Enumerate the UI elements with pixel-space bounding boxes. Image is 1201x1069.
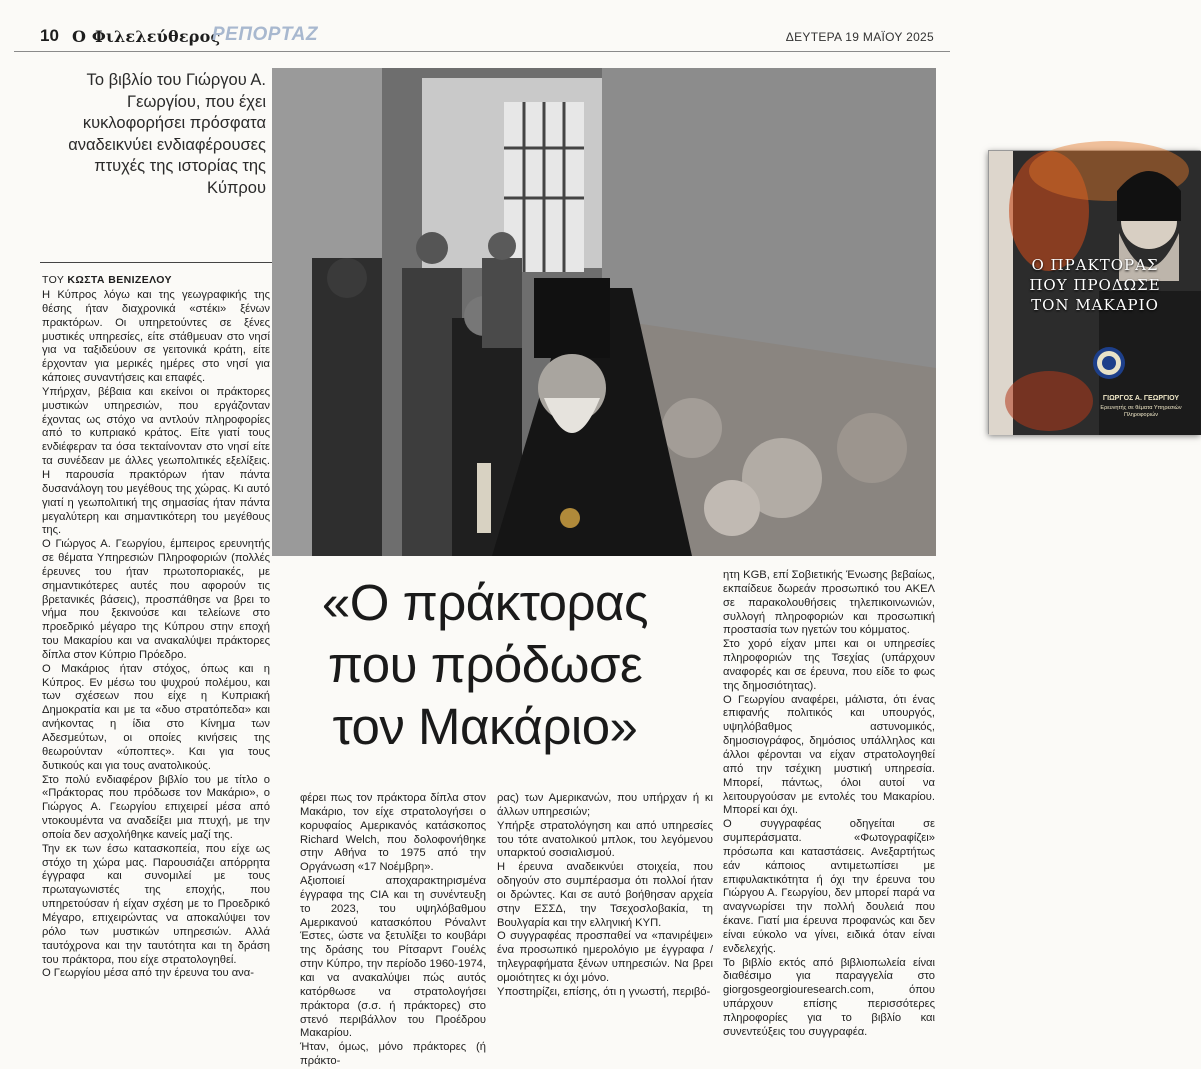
newspaper-name: Ο Φιλελεύθερος	[72, 27, 221, 46]
main-photo	[272, 68, 1182, 556]
article-paragraph: Την εκ των έσω κατασκοπεία, που είχε ως στόχο τη χώρα μας. Παρουσιάζει απόρρητα έγγραφα και συνομιλεί με τους πρωταγωνιστές της εποχής, που υπηρετούσαν ή είχαν σχέση με το Προεδρικό Μέγαρο, επιχειρώντας να αποκαλύψει τον ρόλο των μυστικών υπηρεσιών. Αλλά ταυτόχρονα και την ταυτότητα και τη δράση του πράκτορα, που είχε στρατολογηθεί.	[42, 842, 270, 966]
book-title-line: Ο ΠΡΑΚΤΟΡΑΣ	[1031, 256, 1159, 274]
article-paragraph: Υπήρχαν, βέβαια και εκείνοι οι πράκτορες μυστικών υπηρεσιών, που εργάζονταν έχοντας ως στόχο να αντλούν πληροφορίες από το κυπριακό κράτος. Είτε γιατί τους ενδιέφεραν τα όσα τεκταίνονταν στο νησί είτε τα συνέδεαν με άλλες γεωπολιτικές εξελίξεις. Η παρουσία πρακτόρων ήταν πάντα δυσανάλογη του μεγέθους της χώρας. Κι αυτό γιατί η γεωπολιτική της σημασίας ήταν πάντα μεγαλύτερη και σημαντικότερη του μεγέθους της.	[42, 385, 270, 537]
article-paragraph: Ο Γιώργος Α. Γεωργίου, έμπειρος ερευνητής σε θέματα Υπηρεσιών Πληροφοριών (πολλές έρευνες του ήταν πρωτοποριακές, με σημαντικότερες αυτές που αφορούν τις βρετανικές βάσεις), προσπάθησε να βρει το νήμα που ξεκινούσε και τελείωνε στο προεδρικό μέγαρο της Κύπρου στην εποχή του Μακαρίου και να ανακαλύψει πράκτορες δίπλα στον Κύπριο Πρόεδρο.	[42, 538, 270, 661]
article-column-2	[300, 792, 486, 1069]
page-number: 10	[40, 26, 59, 45]
book-author: ΓΙΩΡΓΟΣ Α. ΓΕΩΡΓΙΟΥ	[1102, 395, 1180, 402]
byline-author: ΚΩΣΤΑ ΒΕΝΙΖΕΛΟΥ	[67, 274, 172, 286]
book-title	[997, 255, 1193, 315]
article-paragraph: ρας) των Αμερικανών, που υπήρχαν ή κι άλλων υπηρεσιών;	[497, 792, 713, 818]
article-paragraph: Ήταν, όμως, μόνο πράκτορες (ή πράκτο-	[300, 1041, 486, 1068]
article-paragraph: Ο συγγραφέας προσπαθεί να «πανιρέψει» ένα προσωπικό ημερολόγιο με έγγραφα / τηλεγραφήματα ξένων υπηρεσιών. Να βρει ομοιότητες κι όχι μόνο.	[497, 930, 713, 984]
article-lede: Το βιβλίο του Γιώργου Α. Γεωργίου, που έχει κυκλοφορήσει πρόσφατα αναδεικνύει ενδιαφέρουσες πτυχές της ιστορίας της Κύπρου	[68, 71, 266, 197]
book-title-line: ΠΟΥ ΠΡΟΔΩΣΕ	[1029, 276, 1161, 294]
article-paragraph: Ο Γεωργίου αναφέρει, μάλιστα, ότι ένας επιφανής πολιτικός και υπουργός, υψηλόβαθμος αστυνομικός, δημοσιογράφος, δημόσιος υπάλληλος και άλλοι φέρονται να είχαν στρατολογηθεί από την τσέχικη μυστική υπηρεσία. Μπορεί, πάντως, όλοι αυτοί να λειτουργούσαν με εντολές του Μακαρίου. Μπορεί και όχι.	[723, 693, 935, 817]
issue-date: ΔΕΥΤΕΡΑ 19 ΜΑΪΟΥ 2025	[785, 30, 934, 44]
article-paragraph: φέρει πως τον πράκτορα δίπλα στον Μακάριο, τον είχε στρατολογήσει ο κορυφαίος Αμερικανός κατάσκοπος Richard Welch, που δολοφονήθηκε στην Αθήνα το 1975 από την Οργάνωση «17 Νοέμβρη».	[300, 792, 486, 874]
article-column-1	[42, 289, 270, 981]
byline-prefix: ΤΟΥ	[42, 274, 68, 286]
article-paragraph: Υπήρξε στρατολόγηση και από υπηρεσίες του τότε ανατολικού μπλοκ, του λεγόμενου υπαρκτού σοσιαλισμού.	[497, 819, 713, 860]
book-cover	[988, 150, 1200, 434]
section-label: ΡΕΠΟΡΤΑΖ	[212, 24, 318, 45]
book-subtitle: Ερευνητής σε θέματα Υπηρεσιών Πληροφοριών	[1100, 405, 1182, 418]
main-photo-illustration	[272, 68, 936, 556]
article-paragraph: Το βιβλίο εκτός από βιβλιοπωλεία είναι διαθέσιμο για παραγγελία στο giorgosgeorgiouresearch.com, όπου υπάρχουν επίσης περισσότερες πληροφορίες για το βιβλίο και συνεντεύξεις του συγγραφέα.	[723, 956, 935, 1038]
headline: «Ο πράκτορας που πρόδωσε τον Μακάριο»	[321, 574, 649, 755]
byline	[42, 274, 172, 286]
lede-divider	[40, 262, 272, 263]
article-column-3	[497, 792, 713, 1000]
page-header	[14, 26, 950, 52]
article-paragraph: Αξιοποιεί αποχαρακτηρισμένα έγγραφα της CIA και τη συνέντευξη το 2023, του υψηλόβαθμου Αμερικανού κατασκόπου Ρόναλντ Έστες, ώστε να ξετυλίξει το κουβάρι της δράσης του Ρίτσαρντ Γουέλς στην Κύπρο, την περίοδο 1960-1974, και να ανακαλύψει πώς αυτός κατόρθωσε να στρατολογήσει πράκτορα (σ.σ. ή πράκτορες) στο στενό περιβάλλον του Προέδρου Μακαρίου.	[300, 875, 486, 1040]
article-paragraph: Στο χορό είχαν μπει και οι υπηρεσίες πληροφοριών της Τσεχίας (υπάρχουν αναφορές και σε έρευνα, που είδε το φως της δημοσιότητας).	[723, 638, 935, 692]
article-paragraph: Ο Μακάριος ήταν στόχος, όπως και η Κύπρος. Εν μέσω του ψυχρού πολέμου, και των σχέσεων που είχε η Κυπριακή Δημοκρατία και με τα «δυο στρατόπεδα» και ανήκοντας η ίδια στο Κίνημα των Αδεσμεύτων, οι οποίες κινήσεις της θεωρούνταν «ύποπτες». Και για τους δυτικούς και για τους ανατολικούς.	[42, 662, 270, 772]
article-column-4	[723, 569, 935, 1040]
article-paragraph: Η Κύπρος λόγω και της γεωγραφικής της θέσης ήταν διαχρονικά «στέκι» ξένων πρακτόρων. Οι υπηρετούντες σε ξένες μυστικές υπηρεσίες, είτε στάθμευαν στο νησί για να ταξιδεύουν σε γειτονικά κράτη, είτε έρχονταν για μερικές ημέρες στο νησί για κάποιες συναντήσεις και επαφές.	[42, 289, 270, 385]
book-title-line: ΤΟΝ ΜΑΚΑΡΙΟ	[1031, 296, 1159, 314]
article-paragraph: ητη KGB, επί Σοβιετικής Ένωσης βεβαίως, εκπαίδευε δωρεάν προσωπικό του ΑΚΕΛ σε παρακολουθήσεις τηλεπικοινωνιών, συλλογή πληροφοριών και προσωπική προστασία των ηγετών του κόμματος.	[723, 569, 935, 637]
article-paragraph: Ο Γεωργίου μέσα από την έρευνα του ανα-	[42, 967, 254, 980]
article-paragraph: Στο πολύ ενδιαφέρον βιβλίο του με τίτλο ο «Πράκτορας που πρόδωσε τον Μακάριο», ο Γιώργος Α. Γεωργίου επιχειρεί μέσα από ντοκουμέντα να αναδείξει μια πτυχή, με την οποία δεν ασχολήθηκε κανείς μαζί της.	[42, 773, 270, 841]
article-paragraph: Ο συγγραφέας οδηγείται σε συμπεράσματα. «Φωτογραφίζει» πρόσωπα και καταστάσεις. Ανεξαρτήτως εάν κάποιος αντιμετωπίσει με επιφυλακτικότητα ή όχι την έρευνα του Γιώργου Α. Γεωργίου, δεν μπορεί παρά να αναγνωρίσει την πολλή δουλειά που έκανε. Γιατί μια έρευνα προφανώς και δεν είναι εύκολο να γίνει, ειδικά όταν είναι ενδελεχής.	[723, 818, 935, 955]
article-paragraph: Υποστηρίζει, επίσης, ότι η γνωστή, περιβό-	[497, 985, 711, 998]
article-paragraph: Η έρευνα αναδεικνύει στοιχεία, που οδηγούν στο συμπέρασμα ότι πολλοί ήταν οι δρώντες. Και σε αυτό βοήθησαν αρχεία στην ΕΣΣΔ, την Τσεχοσλοβακία, τη Βουλγαρία και την ελληνική ΚΥΠ.	[497, 861, 713, 929]
